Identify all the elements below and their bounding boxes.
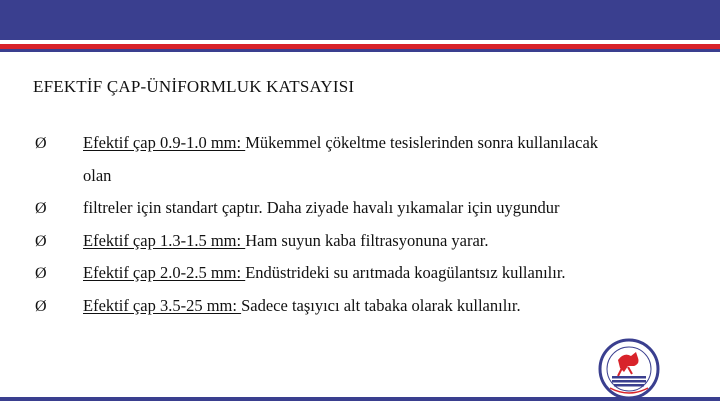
bullet-lead: Efektif çap 2.0-2.5 mm:	[83, 263, 246, 282]
bullet-line-1	[83, 133, 598, 153]
bullet-arrow-icon: Ø	[35, 298, 47, 315]
bullet-text: Mükemmel çökeltme tesislerinden sonra kullanılacak	[245, 133, 599, 152]
bullet-arrow-icon: Ø	[35, 200, 47, 217]
header-navy-stripe	[0, 49, 720, 52]
bullet-line-2	[83, 198, 559, 218]
bullet-line-1-continuation: olan	[83, 166, 112, 185]
bullet-lead: Efektif çap 0.9-1.0 mm:	[83, 133, 246, 152]
bullet-arrow-icon: Ø	[35, 135, 47, 152]
bullet-text: filtreler için standart çaptır. Daha ziyade havalı yıkamalar için uygundur	[83, 198, 560, 217]
bullet-lead: Efektif çap 3.5-25 mm:	[83, 296, 242, 315]
slide-title: EFEKTİF ÇAP-ÜNİFORMLUK KATSAYISI	[33, 77, 355, 96]
bullet-arrow-icon: Ø	[35, 233, 47, 250]
university-seal-icon	[598, 338, 660, 400]
header-band	[0, 0, 720, 40]
bullet-text: Sadece taşıyıcı alt tabaka olarak kullanılır.	[241, 296, 521, 315]
bullet-line-3	[83, 231, 489, 251]
footer-rule	[0, 397, 720, 401]
bullet-arrow-icon: Ø	[35, 265, 47, 282]
bullet-text: Endüstrideki su arıtmada koagülantsız kullanılır.	[245, 263, 566, 282]
bullet-line-5	[83, 296, 521, 316]
bullet-text: Ham suyun kaba filtrasyonuna yarar.	[245, 231, 489, 250]
bullet-lead: Efektif çap 1.3-1.5 mm:	[83, 231, 246, 250]
bullet-line-4	[83, 263, 566, 283]
